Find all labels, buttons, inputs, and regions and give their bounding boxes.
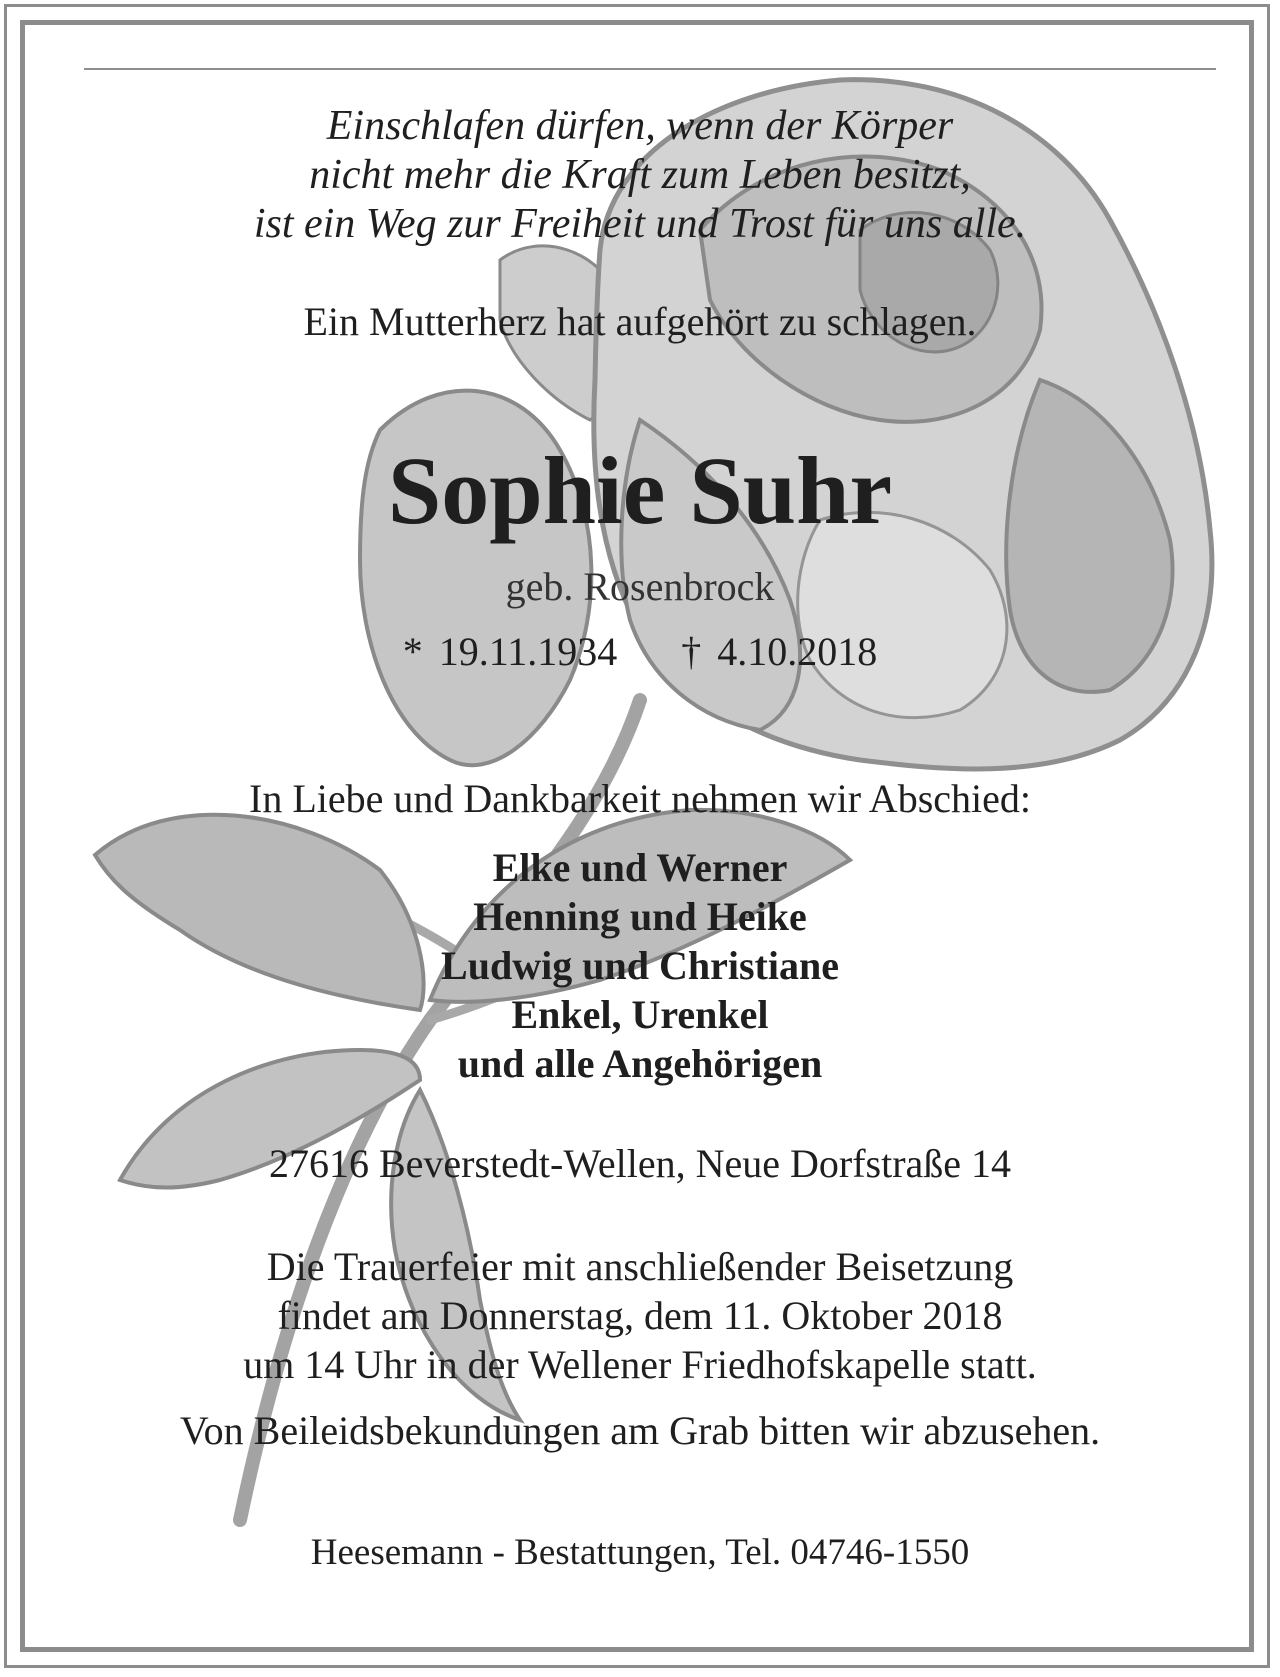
life-dates <box>0 628 1280 675</box>
birth-date: 19.11.1934 <box>438 629 618 674</box>
poem-line-3: ist ein Weg zur Freiheit und Trost für uns alle. <box>253 201 1027 247</box>
farewell-text: In Liebe und Dankbarkeit nehmen wir Abschied: <box>249 776 1031 821</box>
intro-text: Ein Mutterherz hat aufgehört zu schlagen. <box>303 299 977 344</box>
service-line-1: Die Trauerfeier mit anschließender Beisetzung <box>266 1244 1014 1289</box>
mourner-name: und alle Angehörigen <box>457 1041 823 1086</box>
birth-symbol: * <box>402 629 423 674</box>
condolence-note: Von Beileidsbekundungen am Grab bitten wir abzusehen. <box>179 1408 1101 1453</box>
mourner-name: Henning und Heike <box>473 894 807 939</box>
mourner-name: Elke und Werner <box>492 845 788 890</box>
deceased-name: Sophie Suhr <box>387 437 893 544</box>
service-line-3: um 14 Uhr in der Wellener Friedhofskapelle statt. <box>243 1342 1037 1387</box>
service-line-2: findet am Donnerstag, dem 11. Oktober 2018 <box>277 1293 1003 1338</box>
funeral-home-contact: Heesemann - Bestattungen, Tel. 04746-1550 <box>310 1532 970 1573</box>
poem-line-2: nicht mehr die Kraft zum Leben besitzt, <box>309 152 971 198</box>
death-cross-icon: † <box>681 629 702 674</box>
mourner-name: Ludwig und Christiane <box>441 943 839 988</box>
death-date: 4.10.2018 <box>717 629 878 674</box>
address-text: 27616 Beverstedt-Wellen, Neue Dorfstraße 14 <box>268 1141 1012 1186</box>
maiden-name: geb. Rosenbrock <box>505 564 775 609</box>
poem-line-1: Einschlafen dürfen, wenn der Körper <box>326 103 954 149</box>
mourner-name: Enkel, Urenkel <box>511 992 769 1037</box>
